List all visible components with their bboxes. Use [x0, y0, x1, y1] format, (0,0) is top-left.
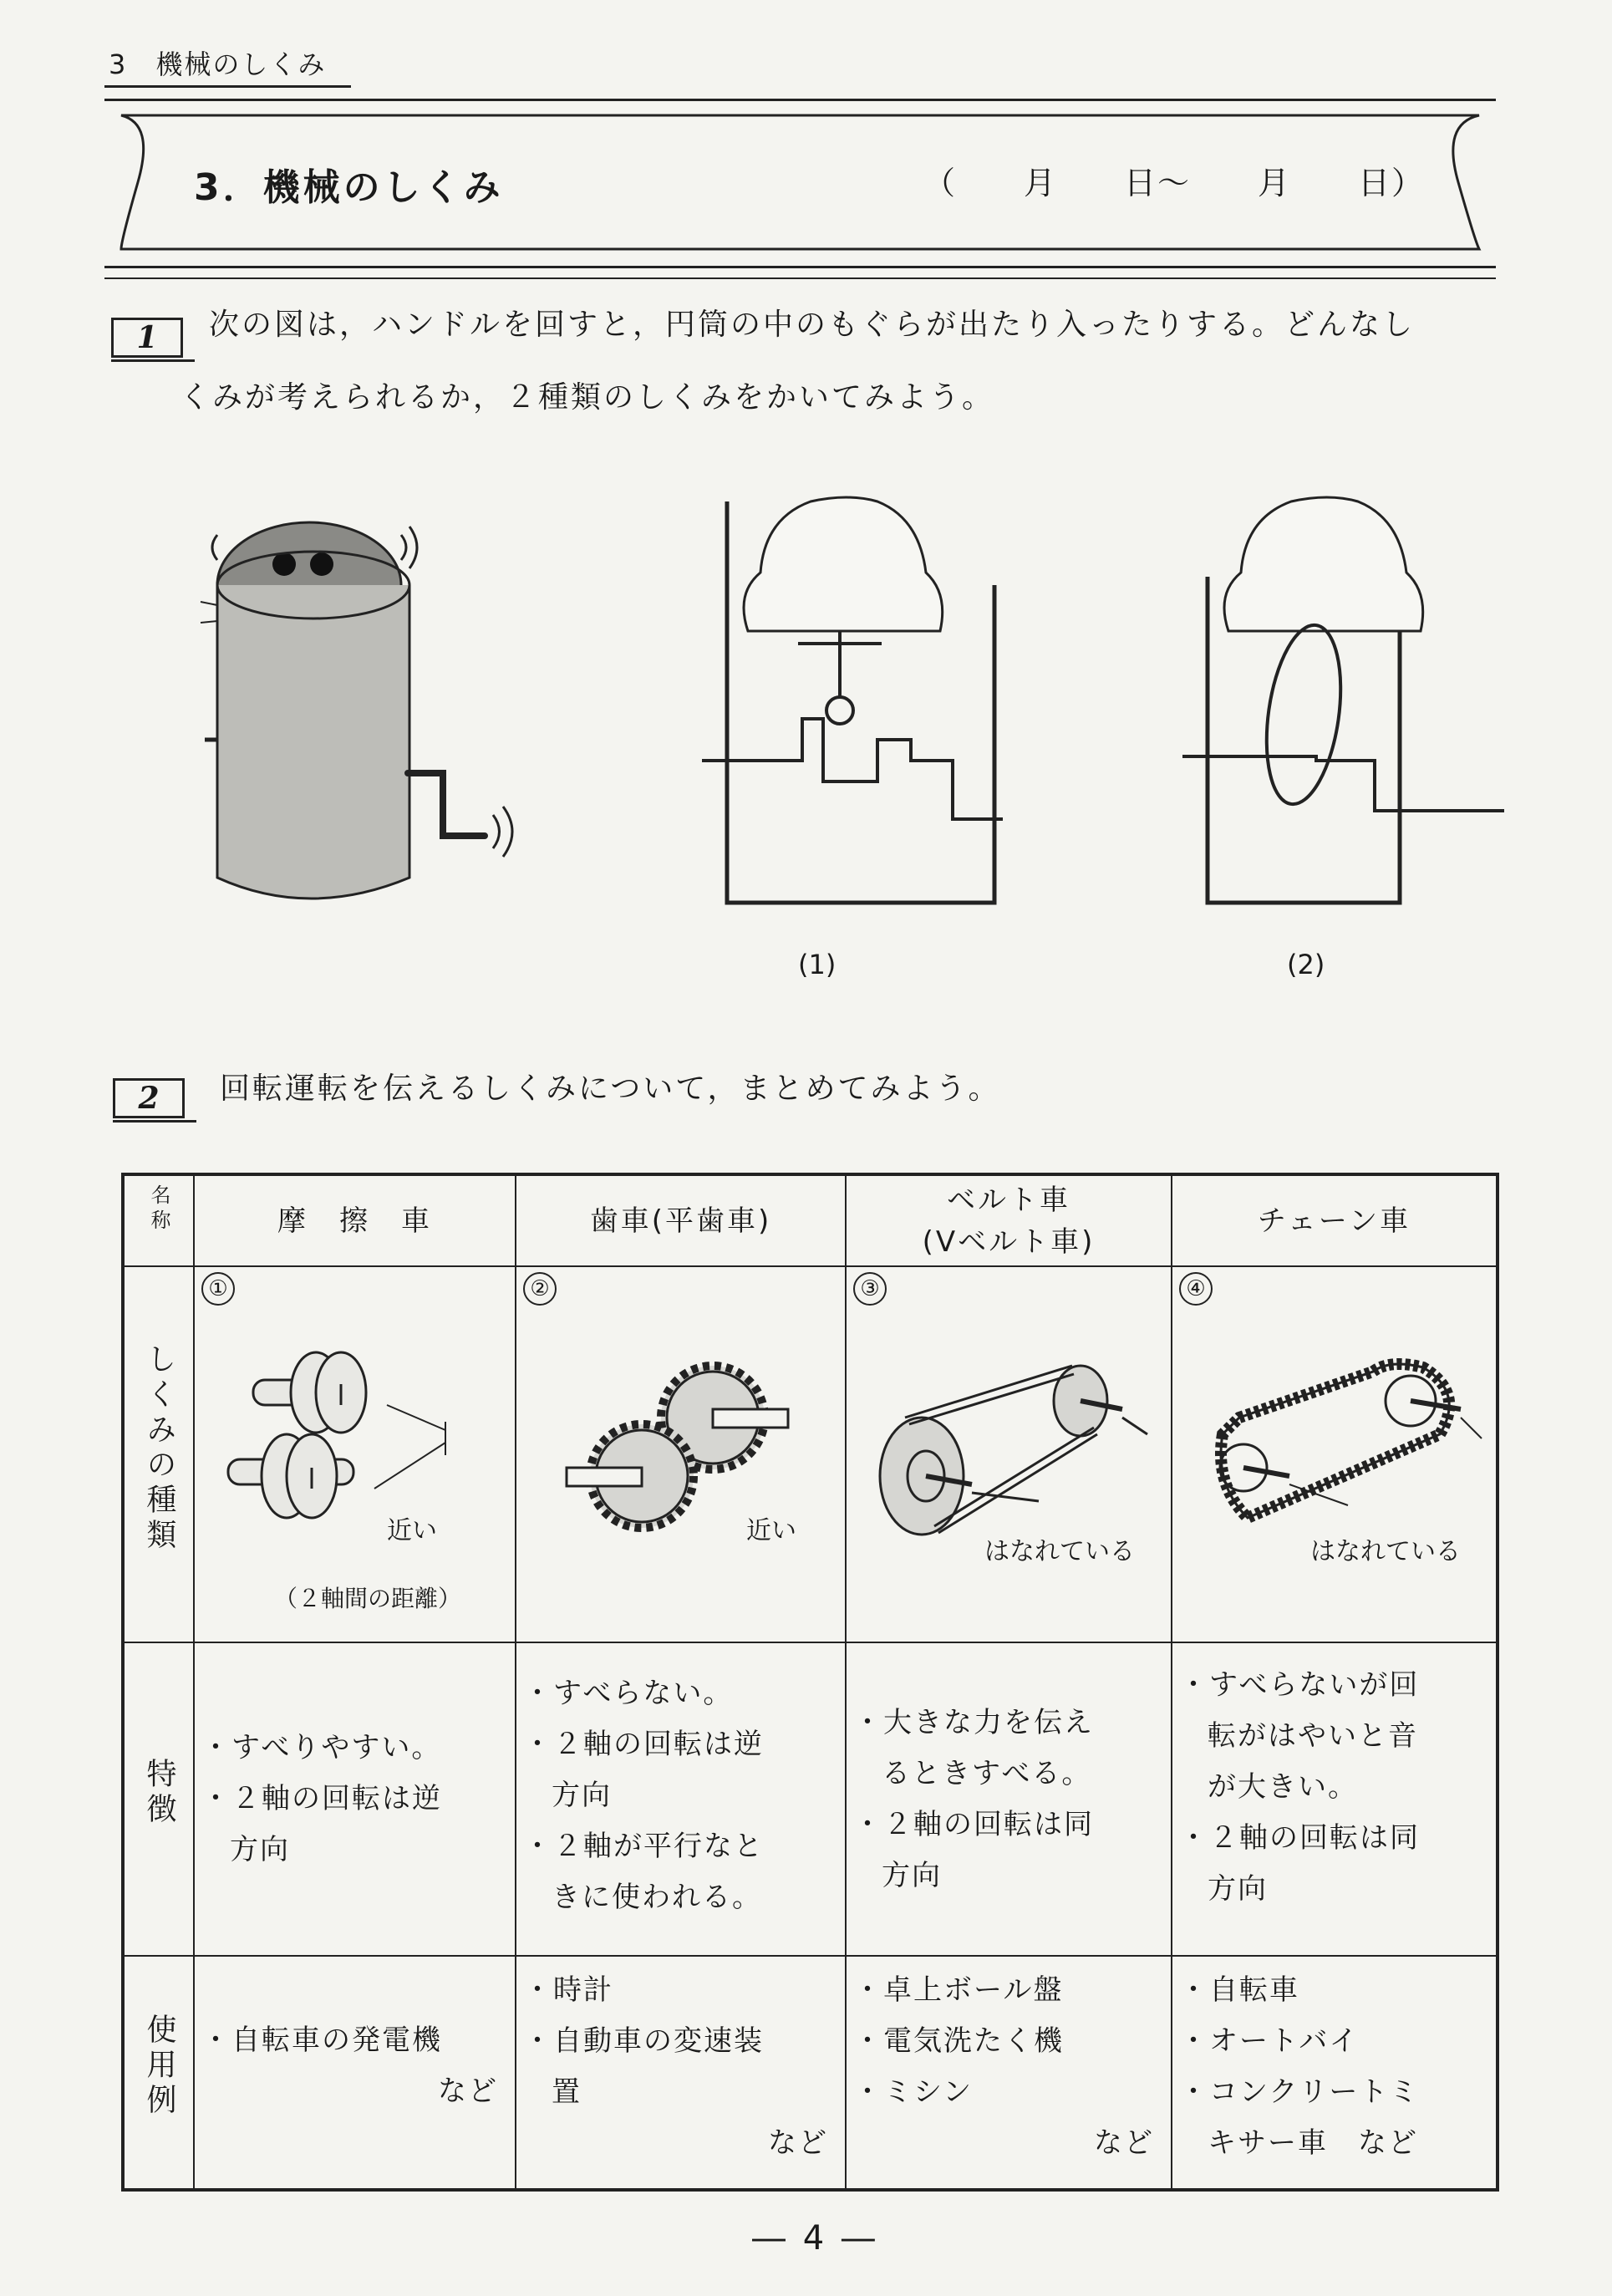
question-2-underline [113, 1120, 196, 1123]
friction-distance-note: （２軸間の距離） [274, 1585, 462, 1612]
features-friction [194, 1642, 516, 1956]
column-header-gear-label: 歯車(平歯車) [589, 1204, 772, 1238]
mechanism-cell-belt [846, 1266, 1172, 1642]
spur-gear-drawing [516, 1267, 847, 1643]
feature-line: 方向 [1208, 1872, 1268, 1906]
example-line: ・自転車 [1179, 1973, 1299, 2007]
chain-distance-label: はなれている [1310, 1537, 1461, 1566]
column-header-gear [516, 1174, 846, 1266]
column-header-friction [194, 1174, 516, 1266]
column-header-belt-label: ベルト車 [947, 1183, 1070, 1217]
example-line: ・卓上ボール盤 [853, 1973, 1064, 2007]
chain-sprocket-drawing [1172, 1267, 1498, 1643]
column-header-belt-sublabel: (Vベルト車) [922, 1224, 1096, 1259]
example-line: ・ミシン [853, 2075, 974, 2109]
feature-line: ・２軸の回転は逆 [201, 1782, 442, 1815]
belt-distance-label: はなれている [984, 1537, 1135, 1566]
question-1-number: 1 [111, 318, 183, 358]
examples-friction [194, 1956, 516, 2190]
features-belt [846, 1642, 1172, 1956]
example-line: ・時計 [523, 1973, 613, 2007]
date-range-field: （ 月 日～ 月 日） [923, 165, 1426, 201]
mechanism-cell-friction [194, 1266, 516, 1642]
figure-2-label: (2) [1287, 949, 1325, 980]
feature-line: 方向 [552, 1779, 612, 1812]
column-header-friction-label: 摩 擦 車 [277, 1204, 432, 1238]
features-chain [1172, 1642, 1498, 1956]
feature-line: ・大きな力を伝え [853, 1706, 1094, 1739]
row-head-examples [123, 1956, 194, 2190]
row-head-features-label: 特徴 [142, 1758, 176, 1828]
feature-line: ・すべらないが回 [1179, 1668, 1420, 1702]
mole-cylinder-illustration [192, 485, 543, 953]
examples-chain [1172, 1956, 1498, 2190]
friction-distance-label: 近い [387, 1516, 437, 1545]
cell-number-2: ② [523, 1272, 557, 1306]
example-line: など [438, 2075, 498, 2108]
column-header-chain-label: チェーン車 [1257, 1204, 1411, 1238]
v-belt-pulley-drawing [847, 1267, 1172, 1643]
running-header: 3 機械のしくみ [109, 48, 327, 80]
example-line: ・自動車の変速装 [523, 2024, 764, 2058]
example-line: ・オートバイ [1179, 2024, 1360, 2058]
corner-label: 名称 [147, 1184, 170, 1235]
feature-line: 方向 [882, 1859, 942, 1892]
row-head-mechanism [123, 1266, 194, 1642]
example-line: など [768, 2126, 828, 2160]
row-head-examples-label: 使用例 [142, 2013, 176, 2119]
question-2-number: 2 [113, 1078, 185, 1118]
feature-line: ・２軸の回転は同 [1179, 1821, 1420, 1855]
cell-number-3: ③ [853, 1272, 887, 1306]
examples-belt [846, 1956, 1172, 2190]
example-line: キサー車 など [1208, 2126, 1418, 2160]
figure-2-eccentric-disk [1182, 493, 1517, 919]
question-1-text-line2: くみが考えられるか，２種類のしくみをかいてみよう。 [180, 380, 995, 415]
feature-line: るときすべる。 [882, 1757, 1092, 1790]
row-head-mechanism-label: しくみの種類 [142, 1342, 176, 1554]
banner-bottom-rule [104, 266, 1496, 268]
feature-line: ・２軸の回転は逆 [523, 1728, 764, 1761]
figure-1-crank-mechanism [702, 493, 1036, 919]
example-line: など [1094, 2126, 1154, 2160]
feature-line: きに使われる。 [552, 1881, 762, 1914]
gear-distance-label: 近い [746, 1516, 796, 1545]
question-1-underline [111, 359, 195, 362]
example-line: 置 [552, 2075, 582, 2109]
banner-bottom-rule-2 [104, 277, 1496, 279]
feature-line: ・２軸が平行なと [523, 1830, 764, 1863]
page-number: ― 4 ― [752, 2219, 878, 2258]
feature-line: ・すべらない。 [523, 1677, 734, 1710]
example-line: ・自転車の発電機 [201, 2024, 442, 2057]
question-1-text-line1: 次の図は，ハンドルを回すと，円筒の中のもぐらが出たり入ったりする。どんなし [209, 308, 1416, 342]
feature-line: が大きい。 [1208, 1770, 1358, 1804]
column-header-belt [846, 1174, 1172, 1266]
running-header-rule [104, 85, 351, 88]
feature-line: ・すべりやすい。 [201, 1731, 442, 1764]
transmission-summary-table [121, 1173, 1499, 2192]
feature-line: 転がはやいと音 [1208, 1719, 1418, 1753]
example-line: ・コンクリートミ [1179, 2075, 1420, 2109]
page-title: 3．機械のしくみ [194, 166, 504, 209]
figure-1-label: (1) [798, 949, 837, 980]
feature-line: 方向 [230, 1833, 290, 1866]
column-header-chain [1172, 1174, 1498, 1266]
cell-number-4: ④ [1179, 1272, 1213, 1306]
cell-number-1: ① [201, 1272, 235, 1306]
features-gear [516, 1642, 846, 1956]
mechanism-cell-gear [516, 1266, 846, 1642]
table-corner-cell [123, 1174, 194, 1266]
example-line: ・電気洗たく機 [853, 2024, 1064, 2058]
examples-gear [516, 1956, 846, 2190]
question-2-text: 回転運転を伝えるしくみについて，まとめてみよう。 [220, 1072, 1001, 1106]
mechanism-cell-chain [1172, 1266, 1498, 1642]
row-head-features [123, 1642, 194, 1956]
feature-line: ・２軸の回転は同 [853, 1808, 1094, 1841]
